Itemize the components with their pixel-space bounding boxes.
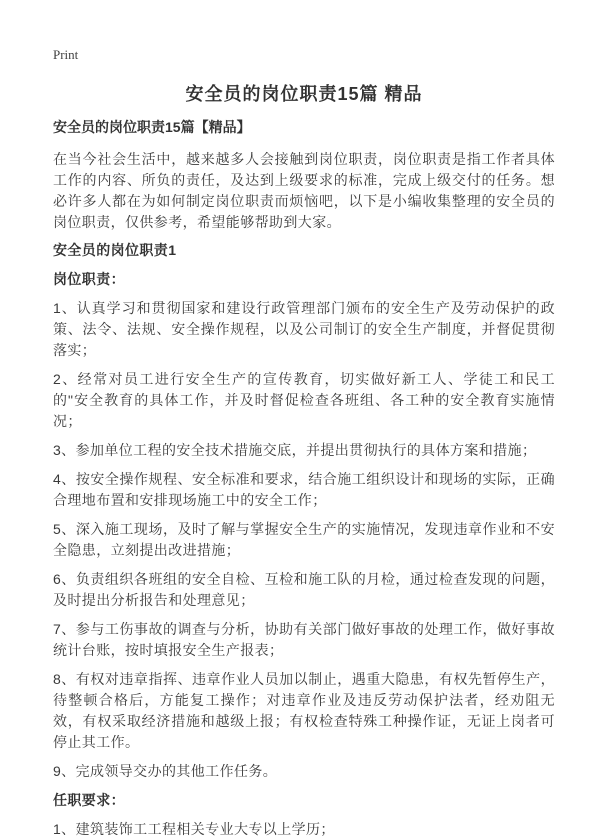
print-link[interactable]: Print [53, 47, 79, 62]
duty-item: 3、参加单位工程的安全技术措施交底，并提出贯彻执行的具体方案和措施； [53, 442, 537, 458]
duty-item: 6、负责组织各班组的安全自检、互检和施工队的月检，通过检查发现的问题，及时提出分析报告和处理意见； [53, 571, 555, 608]
page-subtitle: 安全员的岗位职责15篇【精品】 [53, 119, 251, 135]
duty-item: 8、有权对违章指挥、违章作业人员加以制止，遇重大隐患，有权先暂停生产，待整顿合格后，方能复工操作；对违章作业及违反劳动保护法者，经劝阻无效，有权采取经济措施和越级上报；有权检查特殊工种操作证，无证上岗者可停止其工作。 [53, 671, 555, 750]
requirements-heading: 任职要求： [53, 792, 125, 808]
duty-item: 7、参与工伤事故的调查与分析，协助有关部门做好事故的处理工作，做好事故统计台账，按时填报安全生产报表； [53, 621, 555, 658]
duty-item: 2、经常对员工进行安全生产的宣传教育，切实做好新工人、学徒工和民工的"安全教育的具体工作，并及时督促检查各班组、各工种的安全教育实施情况； [53, 371, 555, 429]
page-title: 安全员的岗位职责15篇 精品 [185, 84, 423, 104]
duty-item: 1、认真学习和贯彻国家和建设行政管理部门颁布的安全生产及劳动保护的政策、法令、法规、安全操作规程，以及公司制订的安全生产制度，并督促贯彻落实； [53, 300, 555, 358]
requirement-item: 1、建筑装饰工工程相关专业大专以上学历； [53, 821, 335, 837]
duty-item: 9、完成领导交办的其他工作任务。 [53, 763, 278, 779]
intro-paragraph: 在当今社会生活中，越来越多人会接触到岗位职责，岗位职责是指工作者具体工作的内容、所负的责任，及达到上级要求的标准，完成上级交付的任务。想必许多人都在为如何制定岗位职责而烦恼吧，以下是小编收集整理的安全员的岗位职责，仅供参考，希望能够帮助到大家。 [53, 151, 555, 230]
duty-item: 4、按安全操作规程、安全标准和要求，结合施工组织设计和现场的实际，正确合理地布置和安排现场施工中的安全工作； [53, 471, 555, 508]
section-heading: 安全员的岗位职责1 [53, 242, 177, 258]
duty-item: 5、深入施工现场，及时了解与掌握安全生产的实施情况，发现违章作业和不安全隐患，立刻提出改进措施； [53, 521, 555, 558]
duties-heading: 岗位职责： [53, 271, 125, 287]
